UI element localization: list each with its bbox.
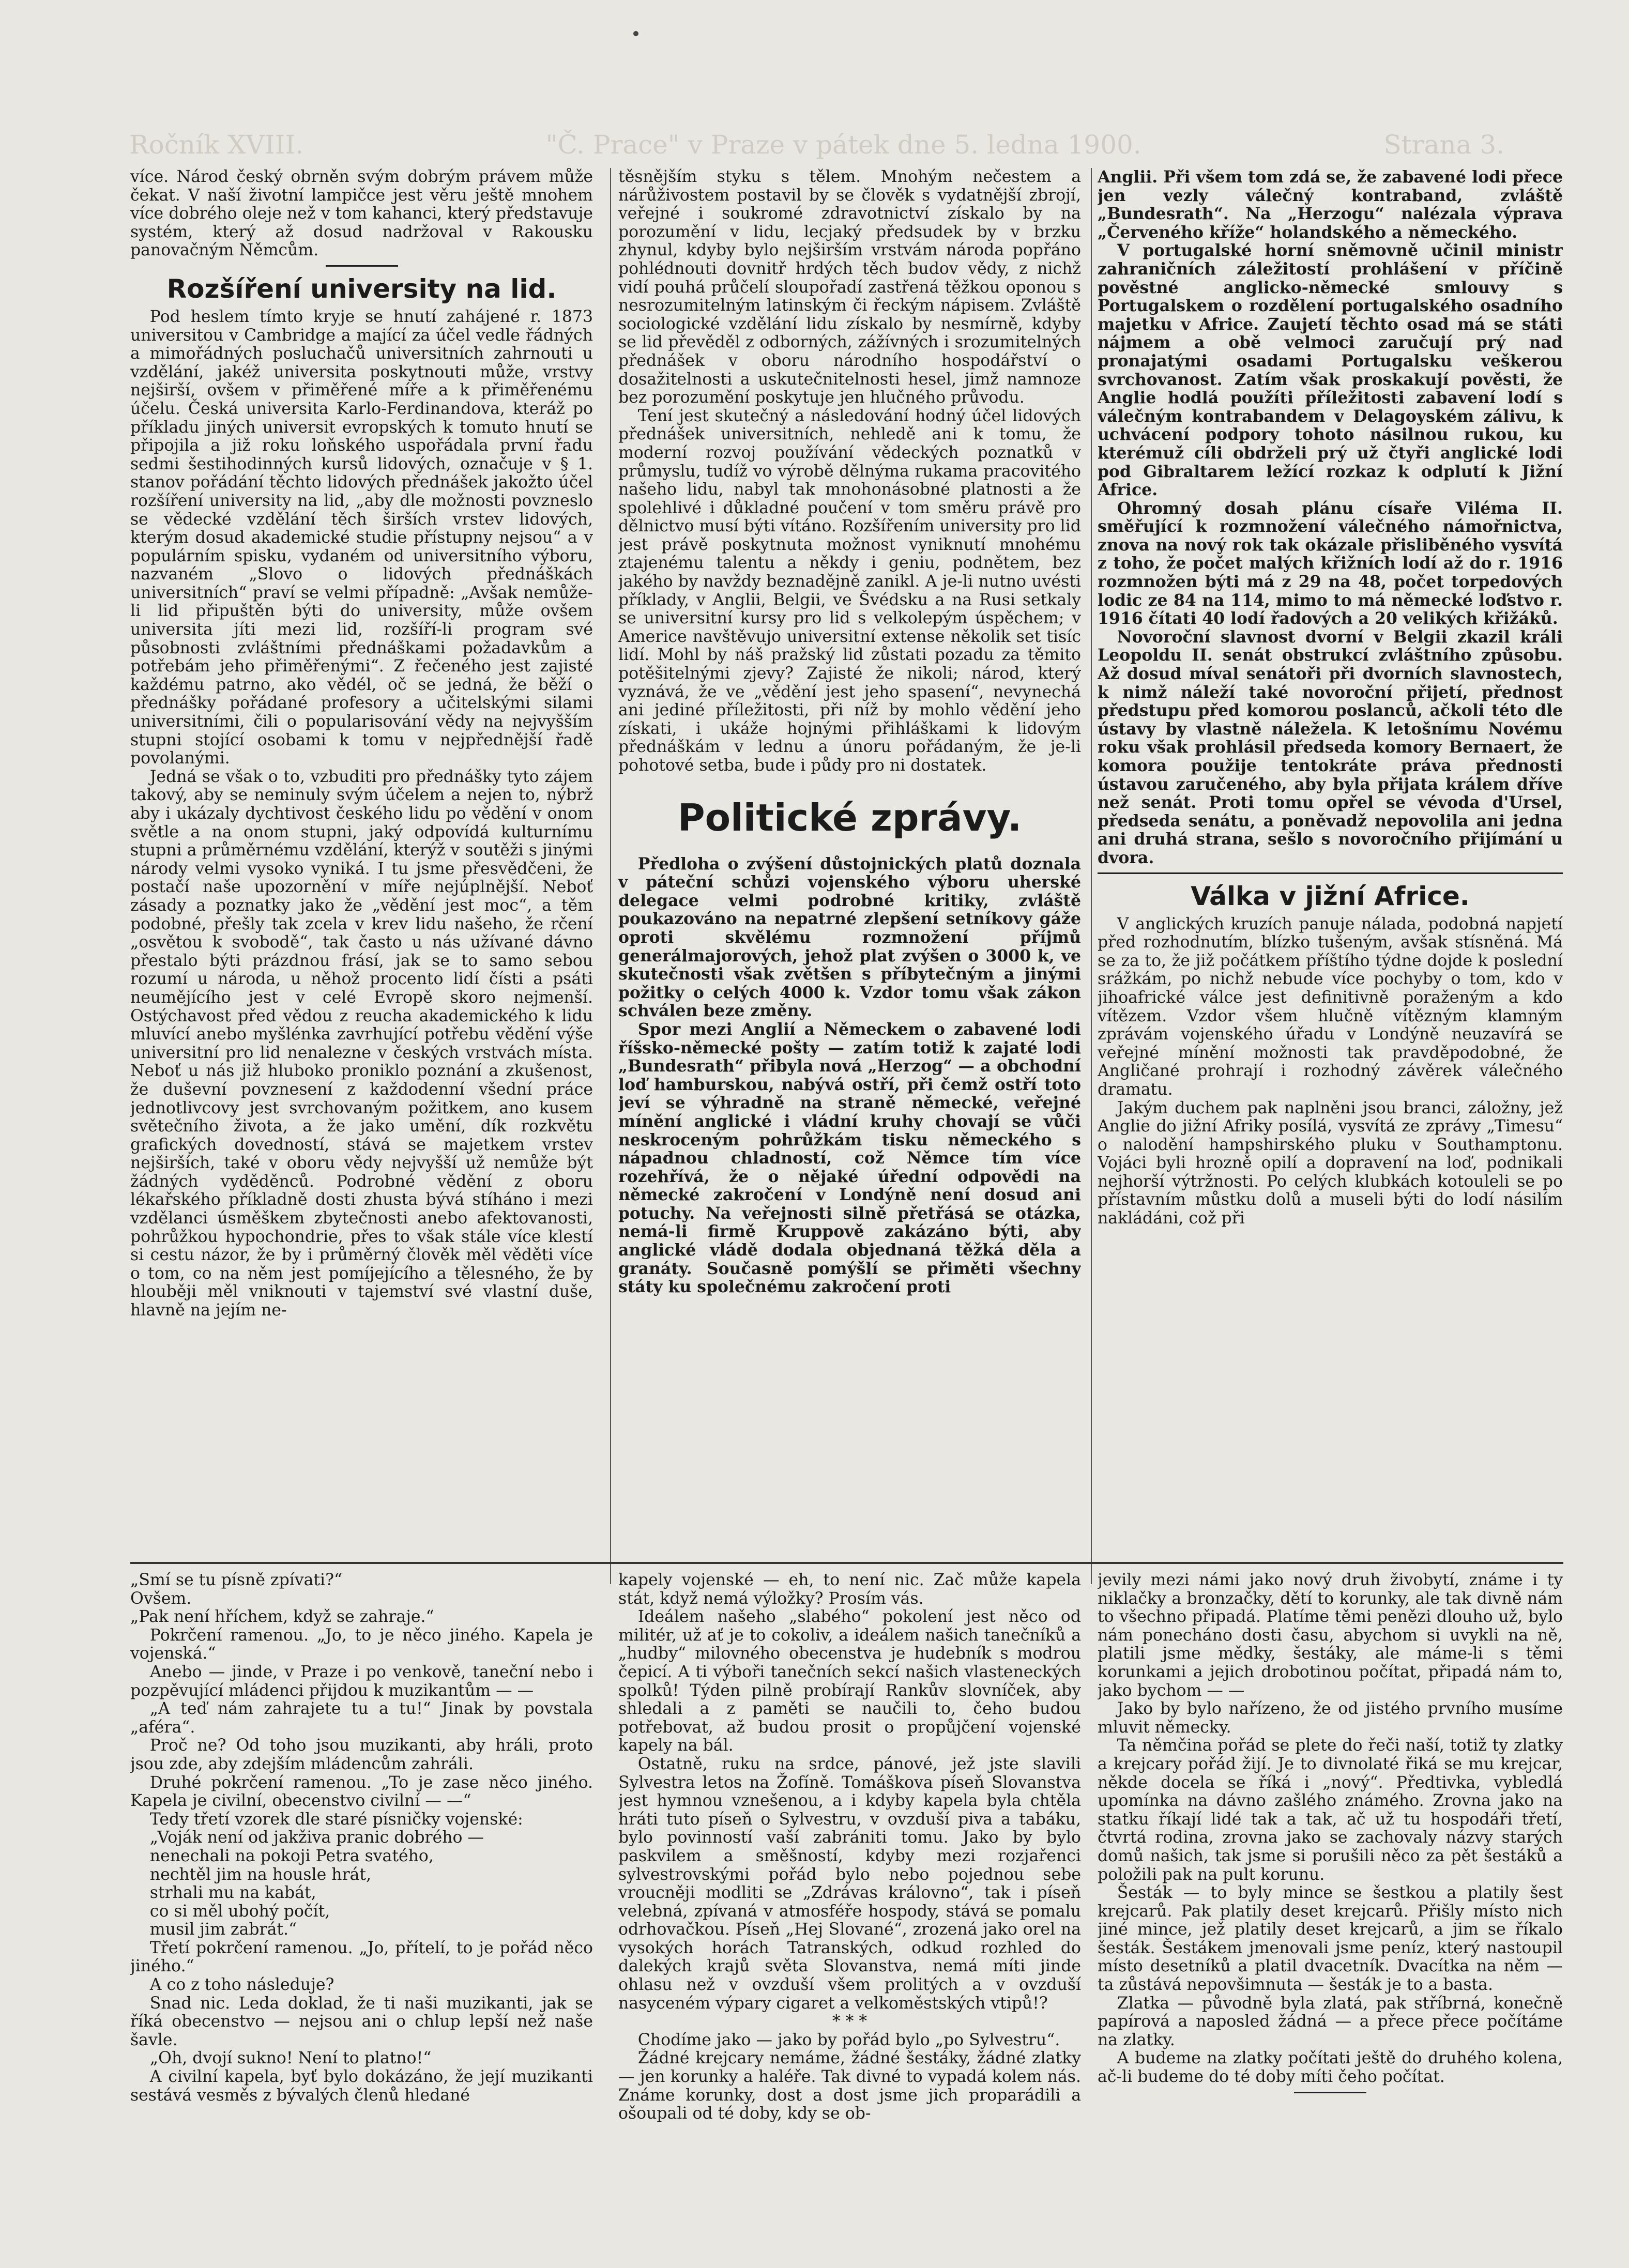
feuilleton-column-1 bbox=[130, 1571, 593, 2238]
paragraph: Pod heslem tímto kryje se hnutí zahájené r. 1873 universitou v Cambridge a mající za účel vedle řádných a mimořádných posluchačů universitních zahrnouti u vzdělání, jakéž universita poskytnouti může, vrstvy nejširší, ovšem v přiměřené míře a k přiměřenému účelu. Česká universita Karlo-Ferdinandova, kteráž po příkladu jiných universit evropských k tomuto hnutí se připojila a již roku loňského uspořádala první řadu sedmi šestihodinných kursů lidových, označuje v § 1. stanov pořádání těchto lidových přednášek jakožto účel rozšíření university na lid, „aby dle možnosti povzneslo se vědecké vzdělání těch širších vrstev lidových, kterým dosud akademické studie přístupny nejsou“ a v populárním spisku, vydaném od universitního výboru, nazvaném „Slovo o lidových přednáškách universitních“ praví se velmi případně: „Avšak nemůže-li lid připuštěn býti do university, může ovšem universita jíti mezi lid, rozšíří-li program své působnosti zvláštními přednáškami požadavkům a potřebám jeho přiměřenými“. Z řečeného jest zajisté každému patrno, ako vědél, oč se jedná, že běží o přednášky pořádané profesory a učitelskými silami universitními, čili o popularisování vědy na nejvyšším stupni stojící osobami k tomu v nejpřednější řadě povolanými. bbox=[130, 307, 593, 768]
verse-line: musil jim zabrát.“ bbox=[149, 1920, 297, 1939]
feuilleton-line: kapely vojenské — eh, to není nic. Zač může kapela stát, když nemá výložky? Prosím vás. bbox=[618, 1571, 1081, 1608]
running-head-left: Ročník XVIII. bbox=[129, 130, 303, 160]
paragraph: těsnějším styku s tělem. Mnohým nečestem a nárůživostem postavil by se člověk s vydatnější zbrojí, veřejné i soukromé zdravotnictví získalo by na porozumění v lidu, lecjaký předsudek by v brzku zhynul, kdyby bylo nejširším vrstvám národa popřáno pohlédnouti dovnitř hrdých těch budov vědy, z nichž vidí pouhá průčelí sloupořadí zastřená těžkou oponou s nesrozumitelným latinským či řeckým nápisem. Zvláště sociologické vzdělání lidu získalo by nesmírně, kdyby se lid převěděl z odborných, zážívných i srozumitelných přednášek v oboru národního hospodářství o dosažitelnosti a uskutečnitelnosti hesel, jimž namnoze bez porozumění poskytuje jen hlučného průvodu. bbox=[618, 168, 1081, 407]
feuilleton-line: A budeme na zlatky počítati ještě do druhého kolena, ač-li budeme do té doby míti čeho počítat. bbox=[1098, 2049, 1563, 2087]
feuilleton-line: Tedy třetí vzorek dle staré písničky vojenské: bbox=[149, 1810, 523, 1829]
column-separator bbox=[610, 168, 611, 1584]
feuilleton-line: Anebo — jinde, v Praze i po venkově, taneční nebo i pozpěvující mládenci přijdou k muzikantům — — bbox=[130, 1662, 593, 1700]
paragraph: Tení jest skutečný a následování hodný účel lidových přednášek universitních, nehledě ani k tomu, že moderní rozvoj používání vědeckých poznatků v průmyslu, tudíž vo výrobě dělnýma rukama pracovitého našeho lidu, nabyl tak mnohonásobné platnosti a že spolehlivé i důkladné poučení v tom směru právě pro dělnictvo musí býti vítáno. Rozšířením university pro lid jest právě poskytnuta možnost vyniknutí mnohému ztajenému talentu a někdy i geniu, podnětem, bez jakého by navždy beznadějně zanikl. A je-li nutno uvésti příklady, v Anglii, Belgii, ve Švédsku a na Rusi setkaly se universitní kursy pro lid s velkolepým úspěchem; v Americe navštěvujo universitní extense několik set tisíc lidí. Mohl by náš pražský lid zůstati pozadu za těmito potěšitelnými zjevy? Zajisté že nikoli; národ, který vyznává, že ve „vědění jest jeho spasení“, nevynechá ani jediné příležitosti, při níž by mohlo vědění jeho získati, i ukáže hojnými přihláškami k lidovým přednáškám v lednu a únoru pořádaným, že je-li pohotové setba, bude i půdy pro ni dostatek. bbox=[618, 406, 1081, 775]
paragraph: Anglii. Při všem tom zdá se, že zabavené lodi přece jen vezly válečný kontraband, zvláště „Bundesrath“. Na „Herzogu“ nalézala výprava „Červeného kříže“ holandského a německého. bbox=[1098, 168, 1563, 242]
feuilleton-line: Ostatně, ruku na srdce, pánové, jež jste slavili Sylvestra letos na Žofíně. Tomáškova píseň Slovanstva jest hymnou vznešenou, a i kdyby kapela byla chtěla hráti tuto píseň o Sylvestru, v ovzduší piva a tabáku, bylo povinností vaší zabrániti tomu. Jako by bylo paskvilem a směšností, kdyby mezi rozjařenci sylvestrovskými pořád bylo nebo pojednou sebe vroucněji modliti se „Zdrávas královno“, tak i píseň velebná, zpívaná v atmosféře hospody, stává se pomalu odrhovačkou. Píseň „Hej Slované“, zrozená jako orel na vysokých horách Tatranských, odkud rozhled do dalekých krajů světa Slovanstva, nemá míti jinde ohlasu než v ovzduší všem prolitých a v ovzduší nasyceném výpary cigaret a velkoměstských vtipů!? bbox=[618, 1754, 1081, 2013]
running-head-right: Strana 3. bbox=[1383, 130, 1504, 160]
paragraph: Spor mezi Anglií a Německem o zabavené lodi říšsko-německé pošty — zatím totiž k zajaté lodi „Bundesrath“ přibyla nová „Herzog“ — a obchodní loď hamburskou, nabývá ostří, při čemž ostří toto jeví se výhradně na straně německé, veřejné mínění anglické i vládní kruhy chovají se vůči neskroceným pohrůžkám tisku německého s nápadnou chladností, což Němce tím více rozehřívá, že o nějaké úřední odpovědi na německé zakročení v Londýně není dosud ani potuchy. Na veřejnosti silně přetřásá se otázka, nemá-li firmě Kruppově zakázáno býti, aby anglické vládě dodala objednaná těžká děla a granáty. Současně pomýšlí se přiměti všechny státy ku společnému zakročení proti bbox=[618, 1019, 1081, 1297]
feuilleton-line: Zlatka — původně byla zlatá, pak stříbrná, konečně papírová a naposled žádná — a přece přece počítáme na zlatky. bbox=[1098, 1994, 1563, 2049]
paragraph: Jedná se však o to, vzbuditi pro přednášky tyto zájem takový, aby se neminuly svým účelem a nejen to, nýbrž aby i ukázaly dychtivost českého lidu po vědění v onom světle a na onom stupni, jaký odpovídá kulturnímu stupni a průměrnému vzdělání, kterýž v soutěži s jinými národy velmi vysoko vyniká. I tu jsme přesvědčeni, že postačí naše upozornění v míře nejúplnější. Neboť zásady a poznatky jako že „vědění jest moc“, a těm podobné, přešly tak zcela v krev lidu našeho, že rčení „osvětou k svobodě“, tak často u nás užívané dávno přestalo býti prázdnou frásí, jak se to samo sebou rozumí u národa, u něhož procento lidí čísti a psáti neumějícího jest v celé Evropě skoro nejmenší. Ostýchavost před vědou z reucha akademického k lidu mluvící anebo myšlénka zavrhující potřebu vědění výše universitní pro lid nenalezne v českých vrstvách místa. Neboť u nás již hluboko proniklo poznání a zkušenost, že duševní povznesení z každodenní všední práce jednotlivcovy jest svrchovaným požitkem, ano kusem světečního života, a že jako umění, dík rozkvětu grafických dovedností, stává se majetkem vrstev nejširších, také v oboru vědy nejvyšší už nemůže být žádných vyděděnců. Podrobné vědění z oboru lékařského příkladně dosti zhusta bývá stíháno i mezi vzdělanci úsměškem zbytečnosti anebo afektovanosti, pohrůžkou hypochondrie, přes to však stále více klestí si cestu názor, že by i průměrný člověk měl věděti více o tom, co na něm jest pomíjejícího a tělesného, že by hlouběji měl vniknouti v tajemství své vlastní duše, hlavně na jejím ne- bbox=[130, 767, 593, 1320]
feuilleton-line: Třetí pokrčení ramenou. „Jo, přítelí, to je pořád něco jiného.“ bbox=[130, 1938, 593, 1976]
feuilleton-column-3 bbox=[1098, 1571, 1563, 2238]
feuilleton-line: Ideálem našeho „slabého“ pokolení jest něco od militér, už ať je to cokoliv, a ideálem našich tanečníků a „hudby“ milovného obecenstva je hudebník s modrou čepicí. A ti výboři tanečních sekcí našich vlasteneckých spolků! Týden pilně probírají Rankův slovníček, aby shledali a z paměti se naučili to, čeho budou potřebovat, až budou prosit o propůjčení vojenské kapely na bál. bbox=[618, 1607, 1081, 1755]
feuilleton-line: „Oh, dvojí sukno! Není to platno!“ bbox=[149, 2049, 432, 2068]
feuilleton-line: Druhé pokrčení ramenou. „To je zase něco jiného. Kapela je civilní, obecenstvo civilní — —“ bbox=[130, 1773, 593, 1811]
divider bbox=[326, 265, 398, 267]
paragraph: Novoroční slavnost dvorní v Belgii zkazil králi Leopoldu II. senát obstrukcí zvláštního způsobu. Až dosud míval senátoři při dvorních slavnostech, k nimž náleží také novoroční přijetí, přednost předstupu před komorou poslanců, ačkoli této dle ústavy by vlastně náležela. K letošnímu Novému roku však prohlásil předseda komory Bernaert, že komora použije tentokráte práva přednosti ústavou zaručeného, aby byla přijata králem dříve než senát. Proti tomu opřel se vévoda d'Ursel, předseda senátu, a poněvadž nepovolila ani jedna ani druhá strana, sešlo s novoročního přijímání u dvora. bbox=[1098, 627, 1563, 867]
feuilleton-rule bbox=[130, 1562, 1563, 1564]
verse-line: strhali mu na kabát, bbox=[149, 1883, 316, 1903]
feuilleton-line: Snad nic. Leda doklad, že ti naši muzikanti, jak se říká obecenstvo — nejsou ani o chlup lepší než naše šavle. bbox=[130, 1994, 593, 2049]
heading-politics: Politické zprávy. bbox=[677, 795, 1022, 839]
feuilleton-line: Ta němčina pořád se plete do řeči naší, totiž ty zlatky a krejcary pořád žijí. Je to divnolaté řiká se mu krejcar, někde docela se říká i „nový“. Předtivka, vybledlá upomínka na dávno zašlého známého. Zrovna jako na statku říkají lidé tak a tak, ač už tu hospodáři třetí, čtvrtá rodina, zrovna jako se zachovaly názvy starých domů našich, tak jsme si porušili něco za pět šestáků a položili pak na pult korunu. bbox=[1098, 1736, 1563, 1884]
feuilleton-line: „A teď nám zahrajete tu a tu!“ Jinak by povstala „aféra“. bbox=[130, 1699, 593, 1737]
heading-university: Rozšíření university na lid. bbox=[166, 273, 557, 304]
feuilleton-line: Proč ne? Od toho jsou muzikanti, aby hráli, proto jsou zde, aby zdejším mládencům zahráli. bbox=[130, 1736, 593, 1773]
paragraph: V anglických kruzích panuje nálada, podobná napjetí před rozhodnutím, blízko tušeným, avšak stísněná. Má se za to, že již počátkem příštího týdne dojde k poslední srážkám, po nichž nebude více pochyby o tom, kdo v jihoafrické válce jest definitivně poraženým a kdo vítězem. Vzdor všem hlučně vítězným klamným zprávám vojenského úřadu v Londýně neuzavírá se veřejné mínění možnosti tak pravděpodobné, že Angličané prohrají i rozhodný závěrek válečného dramatu. bbox=[1098, 914, 1563, 1099]
divider bbox=[1294, 2092, 1366, 2093]
feuilleton-line: Žádné krejcary nemáme, žádné šestáky, žádné zlatky — jen korunky a haléře. Tak divné to vypadá kolem nás. Známe korunky, dost a dost jsme jich proparádili a ošoupali od té doby, kdy se ob- bbox=[618, 2049, 1081, 2123]
paragraph: Jakým duchem pak naplněni jsou branci, záložny, jež Anglie do jižní Afriky posílá, vysvítá ze zprávy „Timesu“ o nalodění hampshirského pluku v Southamptonu. Vojáci byli hrozně opilí a dopravení na loď, podnikali nejhorší výtržnosti. Po celých klubkách kotouleli se po přístavním můstku dolů a museli býti do lodí násilím nakládáni, což při bbox=[1098, 1098, 1563, 1228]
verse-line: nenechali na pokoji Petra svatého, bbox=[149, 1846, 434, 1865]
verse-line: „Voják není od jakživa pranic dobrého — bbox=[149, 1828, 484, 1847]
divider bbox=[1098, 872, 1563, 874]
verse-line: nechtěl jim na housle hrát, bbox=[149, 1865, 372, 1884]
margin-dot bbox=[633, 31, 638, 36]
feuilleton-line: A civilní kapela, byť bylo dokázáno, že její muzikanti sestává vesměs z bývalých členů hledané bbox=[130, 2067, 593, 2105]
paragraph: V portugalské horní sněmovně učinil ministr zahraničních záležitostí prohlášení v příčině pověstné anglicko-německé smlouvy s Portugalskem o rozdělení portugalského osadního majetku v Africe. Zaujetí těchto osad má se státi nájmem a obě velmoci zaručují prý nad pronajatými osadami Portugalsku veškerou svrchovanost. Zatím však proskakují pověsti, že Anglie hodlá použíti příležitosti zabavení lodí s válečným kontrabandem v Delagoyském zálivu, k uchvácení podpory tohoto násilnou rukou, ku kterémuž cíli obdrželi prý už čtyři anglické lodi pod Gibraltarem ležící rozkaz k odplutí k Jižní Africe. bbox=[1098, 241, 1563, 500]
feuilleton-line: A co z toho následuje? bbox=[149, 1975, 334, 1995]
feuilleton-line: Jako by bylo nařízeno, že od jistého prvního musíme mluvit německy. bbox=[1098, 1699, 1563, 1737]
feuilleton-line: Pokrčení ramenou. „Jo, to je něco jiného. Kapela je vojenská.“ bbox=[130, 1626, 593, 1663]
feuilleton-line: Ovšem. bbox=[130, 1589, 192, 1608]
feuilleton-line: Šesták — to byly mince se šestkou a platily šest krejcarů. Pak platily deset krejcarů. Přišly místo nich jiné mince, jež platily deset krejcarů, a jim se říkalo šesták. Šestákem jmenovali jsme peníz, který nastoupil místo desetníků a platil dvacetník. Dvacítka na něm — ta zůstává nepovšimnuta — šesták je to a basta. bbox=[1098, 1883, 1563, 1995]
running-head bbox=[129, 129, 1504, 160]
feuilleton-column-2 bbox=[618, 1571, 1081, 2238]
article-continuation: více. Národ český obrněn svým dobrým právem může čekat. V naší životní lampičce jest věru ještě mnohem více dobrého oleje než v tom kahanci, který představuje systém, který až dosud nadržoval v Rakousku panovačným Němcům. bbox=[130, 168, 593, 260]
feuilleton-line: Chodíme jako — jako by pořád bylo „po Sylvestru“. bbox=[637, 2030, 1060, 2049]
paragraph: Ohromný dosah plánu císaře Viléma II. směřující k rozmnožení válečného námořnictva, znova na nový rok tak okázale přisliběného vysvítá z toho, že počet malých křižních lodí až do r. 1916 rozmnožen býti má z 29 na 48, počet torpedových lodic ze 84 na 114, mimo to má německé loďstvo r. 1916 čítati 40 lodí řadových a 20 velikých křižáků. bbox=[1098, 498, 1563, 629]
asterism: * * * bbox=[832, 2012, 867, 2031]
verse-line: co si měl ubohý počít, bbox=[149, 1902, 330, 1921]
running-head-center: "Č. Prace" v Praze v pátek dne 5. ledna 1900. bbox=[545, 130, 1141, 160]
heading-war: Válka v jižní Africe. bbox=[1191, 881, 1470, 911]
column-separator bbox=[1091, 168, 1092, 1584]
paragraph: Předloha o zvýšení důstojnických platů doznala v páteční schůzi vojenského výboru uherské delegace velmi podrobné kritiky, zvláště poukazováno na nepatrné zlepšení setníkovy gáže oproti skvělému rozmnožení příjmů generálmajorových, jehož plat zvýšen o 3000 k, ve skutečnosti však zvětšen s příbytečným a jinými požitky o celých 4000 k. Vzdor tomu však zákon schválen beze změny. bbox=[618, 854, 1081, 1021]
feuilleton-line: jevily mezi námi jako nový druh živobytí, známe i ty niklačky a bronzačky, dětí to korunky, ale tak divně nám to všechno připadá. Platíme těmi penězi dlouho už, bylo nám ponecháno dosti času, abychom si uvykli na ně, platili jsme mědky, šestáky, ale máme-li s těmi korunkami a jejich drobotinou počítat, připadá nám to, jako bychom — — bbox=[1098, 1571, 1563, 1700]
feuilleton-line: „Smí se tu písně zpívati?“ bbox=[130, 1571, 343, 1589]
feuilleton-line: „Pak není hříchem, když se zahraje.“ bbox=[130, 1607, 434, 1627]
